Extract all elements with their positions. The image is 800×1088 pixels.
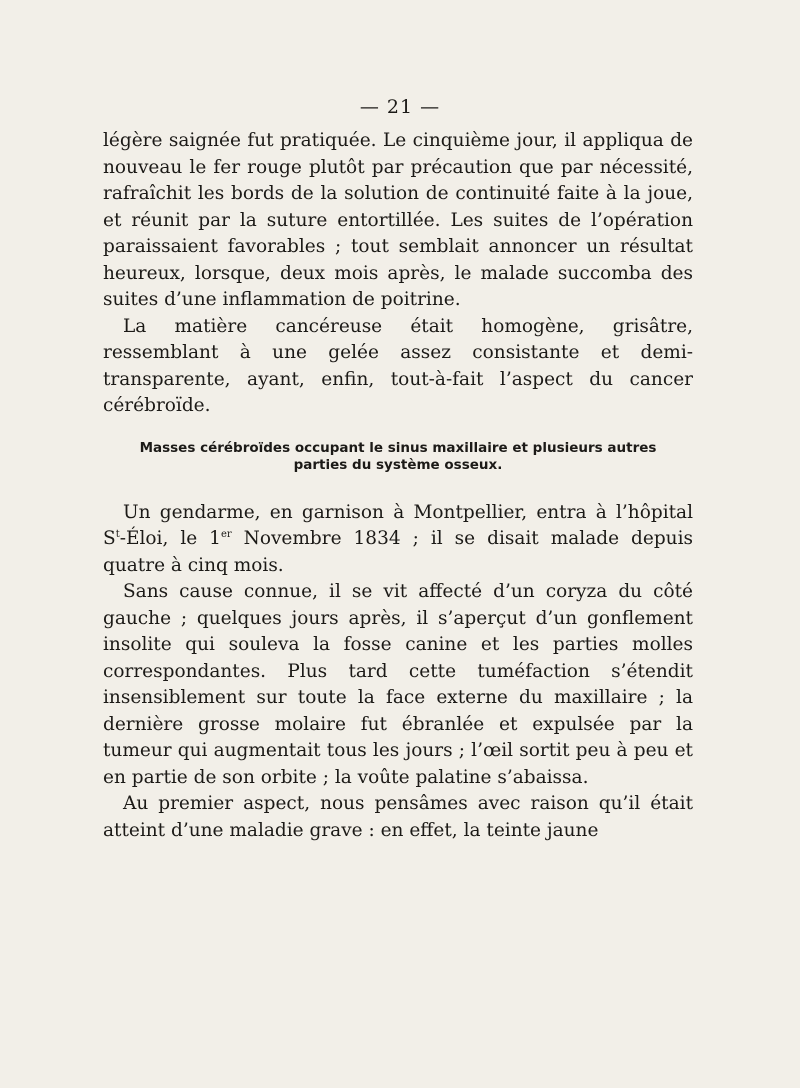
paragraph-3-part-1: Un gendarme, en garnison à Montpellier, entra à l’hôpital S — [103, 501, 693, 549]
paragraph-3 — [103, 500, 693, 580]
paragraph-2: La matière cancéreuse était homogène, grisâtre, ressemblant à une gelée assez consistante et demi-transparente, ayant, enfin, tout-à-fait l’aspect du cancer cérébroïde. — [103, 315, 693, 416]
page-number: — 21 — — [359, 96, 441, 118]
paragraph-5: Au premier aspect, nous pensâmes avec raison qu’il était atteint d’une maladie grave : en effet, la teinte jaune — [103, 793, 693, 841]
section-heading-line-1: Masses cérébroïdes occupant le sinus maxillaire et plusieurs autres — [139, 439, 657, 456]
section-heading — [103, 440, 693, 474]
premier-sup: er — [220, 528, 232, 540]
paragraph-3-part-2: -Éloi, le 1 — [119, 528, 221, 549]
section-heading-line-2: parties du système osseux. — [293, 456, 503, 473]
paragraph-4: Sans cause connue, il se vit affecté d’un coryza du côté gauche ; quelques jours après, il s’aperçut d’un gonflement insolite qui souleva la fosse canine et les parties molles correspondantes. Plus tard cette tuméfaction s’étendit insensiblement sur toute la face externe du maxillaire ; la dernière grosse molaire fut ébranlée et expulsée par la tumeur qui augmentait tous les jours ; l’œil sortit peu à peu et en partie de son orbite ; la voûte palatine s’abaissa. — [103, 581, 693, 788]
paragraph-1: légère saignée fut pratiquée. Le cinquième jour, il appliqua de nouveau le fer rouge plutôt par précaution que par nécessité, rafraîchit les bords de la solution de continuité faite à la joue, et réunit par la suture entortillée. Les suites de l’opération paraissaient favorables ; tout semblait annoncer un résultat heureux, lorsque, deux mois après, le malade succomba des suites d’une inflammation de poitrine. — [103, 130, 693, 310]
paragraph-3-part-3: Novembre 1834 ; il se disait malade depuis quatre à cinq mois. — [103, 528, 693, 576]
saint-abbrev-sup: t — [115, 528, 120, 540]
page-body — [103, 128, 693, 844]
